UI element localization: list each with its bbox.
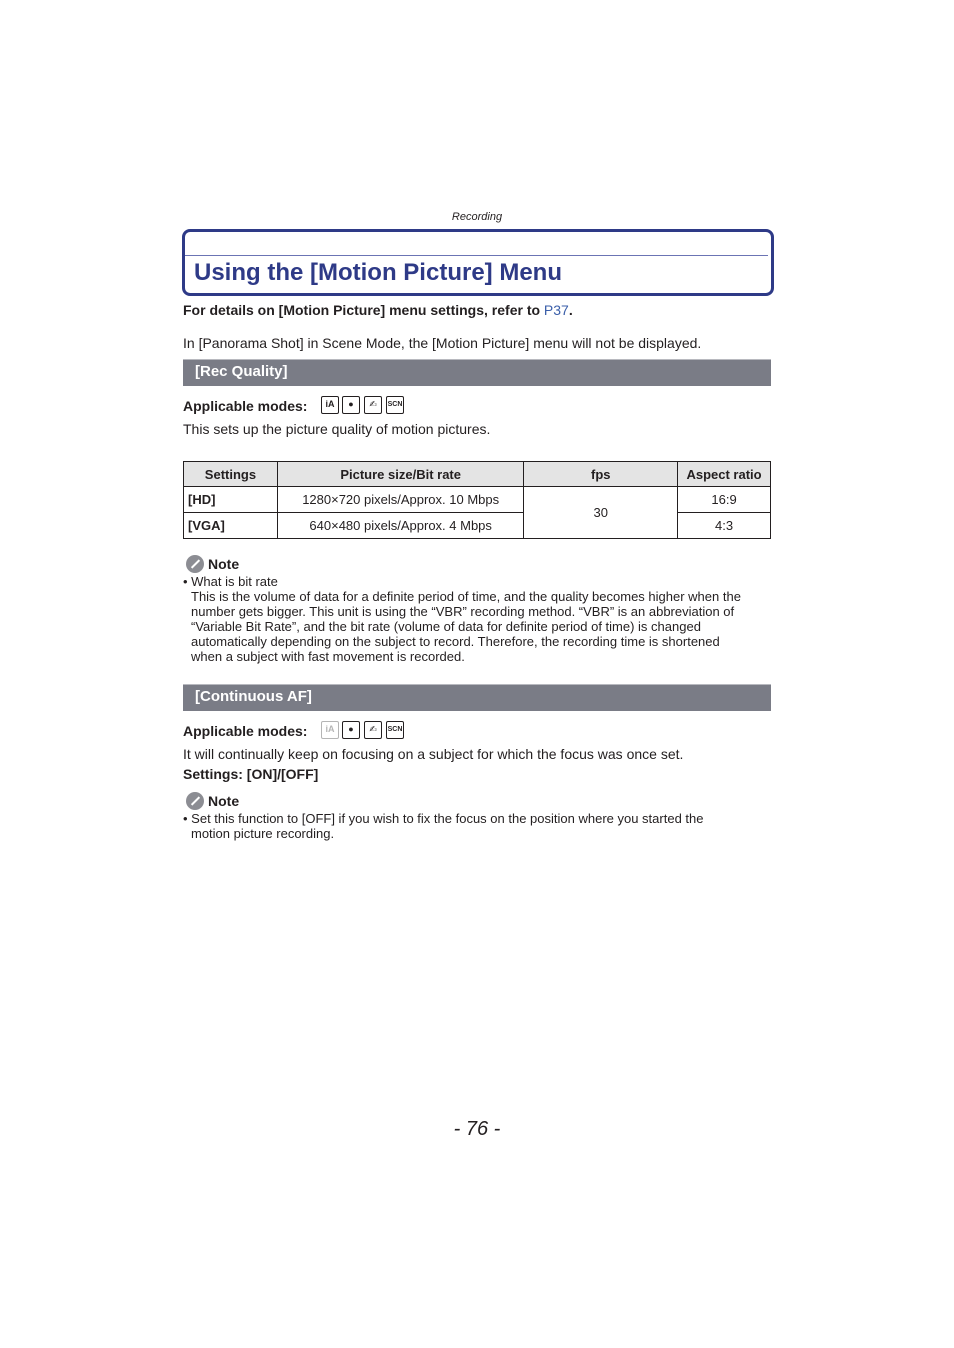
cell-fps: 30 (524, 487, 678, 539)
intelligent-auto-icon: iA (321, 396, 339, 414)
note-title: Note (208, 556, 240, 572)
intro-reference-text: For details on [Motion Picture] menu settings, refer to (183, 302, 544, 318)
scene-mode-icon: SCN (386, 396, 404, 414)
applicable-modes-icons (321, 396, 411, 416)
rec-quality-table (183, 461, 771, 539)
applicable-modes-icons (321, 721, 411, 741)
cell-size: 1280×720 pixels/Approx. 10 Mbps (277, 487, 524, 513)
note-bullet: • What is bit rate (183, 574, 278, 589)
applicable-modes-label: Applicable modes: (183, 398, 308, 414)
title-rule (185, 255, 768, 256)
note-heading (186, 792, 239, 810)
cell-setting: [HD] (184, 487, 278, 513)
section-heading-text: [Continuous AF] (195, 688, 312, 705)
section-heading-text: [Rec Quality] (195, 363, 288, 380)
note-pencil-icon (186, 555, 204, 573)
table-row (184, 513, 771, 539)
note-body (183, 574, 773, 664)
intro-reference-period: . (568, 302, 573, 318)
note-line: automatically depending on the subject to record. Therefore, the recording time is shortened (191, 634, 720, 649)
intro-paragraph: In [Panorama Shot] in Scene Mode, the [Motion Picture] menu will not be displayed. (183, 335, 702, 351)
section-header-rec-quality (183, 359, 771, 386)
table-header-row (184, 462, 771, 487)
note-line: • Set this function to [OFF] if you wish to fix the focus on the position where you started the (183, 811, 704, 826)
header-fps: fps (524, 462, 678, 487)
page-title: Using the [Motion Picture] Menu (194, 259, 562, 286)
cell-size: 640×480 pixels/Approx. 4 Mbps (277, 513, 524, 539)
note-title: Note (208, 793, 240, 809)
my-color-icon: ✍ (364, 721, 382, 739)
camera-icon: ● (342, 721, 360, 739)
note-line: number gets bigger. This unit is using the “VBR” recording method. “VBR” is an abbreviation of (191, 604, 735, 619)
camera-icon: ● (342, 396, 360, 414)
note-line: “Variable Bit Rate”, and the bit rate (volume of data for definite period of time) is changed (191, 619, 701, 634)
applicable-modes-label: Applicable modes: (183, 723, 308, 739)
note-body (183, 811, 773, 841)
scene-mode-icon: SCN (386, 721, 404, 739)
section-header-continuous-af (183, 684, 771, 711)
note-line: motion picture recording. (191, 826, 335, 841)
note-line: when a subject with fast movement is recorded. (191, 649, 465, 664)
cell-aspect: 16:9 (678, 487, 771, 513)
header-aspect-ratio: Aspect ratio (678, 462, 771, 487)
note-pencil-icon (186, 792, 204, 810)
note-heading (186, 555, 239, 573)
table-row (184, 487, 771, 513)
rec-quality-description: This sets up the picture quality of motion pictures. (183, 421, 491, 437)
cell-aspect: 4:3 (678, 513, 771, 539)
header-settings: Settings (184, 462, 278, 487)
intelligent-auto-icon: iA (321, 721, 339, 739)
page-link-p37[interactable]: P37 (543, 302, 569, 318)
cell-setting: [VGA] (184, 513, 278, 539)
header-picture-size: Picture size/Bit rate (277, 462, 524, 487)
page-number: - 76 - (453, 1118, 501, 1140)
running-head: Recording (451, 211, 503, 223)
continuous-af-description: It will continually keep on focusing on a subject for which the focus was once set. (183, 746, 684, 762)
intro-reference (183, 302, 573, 318)
note-line: This is the volume of data for a definite period of time, and the quality becomes higher when the (191, 589, 741, 604)
continuous-af-settings: Settings: [ON]/[OFF] (183, 766, 319, 782)
my-color-icon: ✍ (364, 396, 382, 414)
